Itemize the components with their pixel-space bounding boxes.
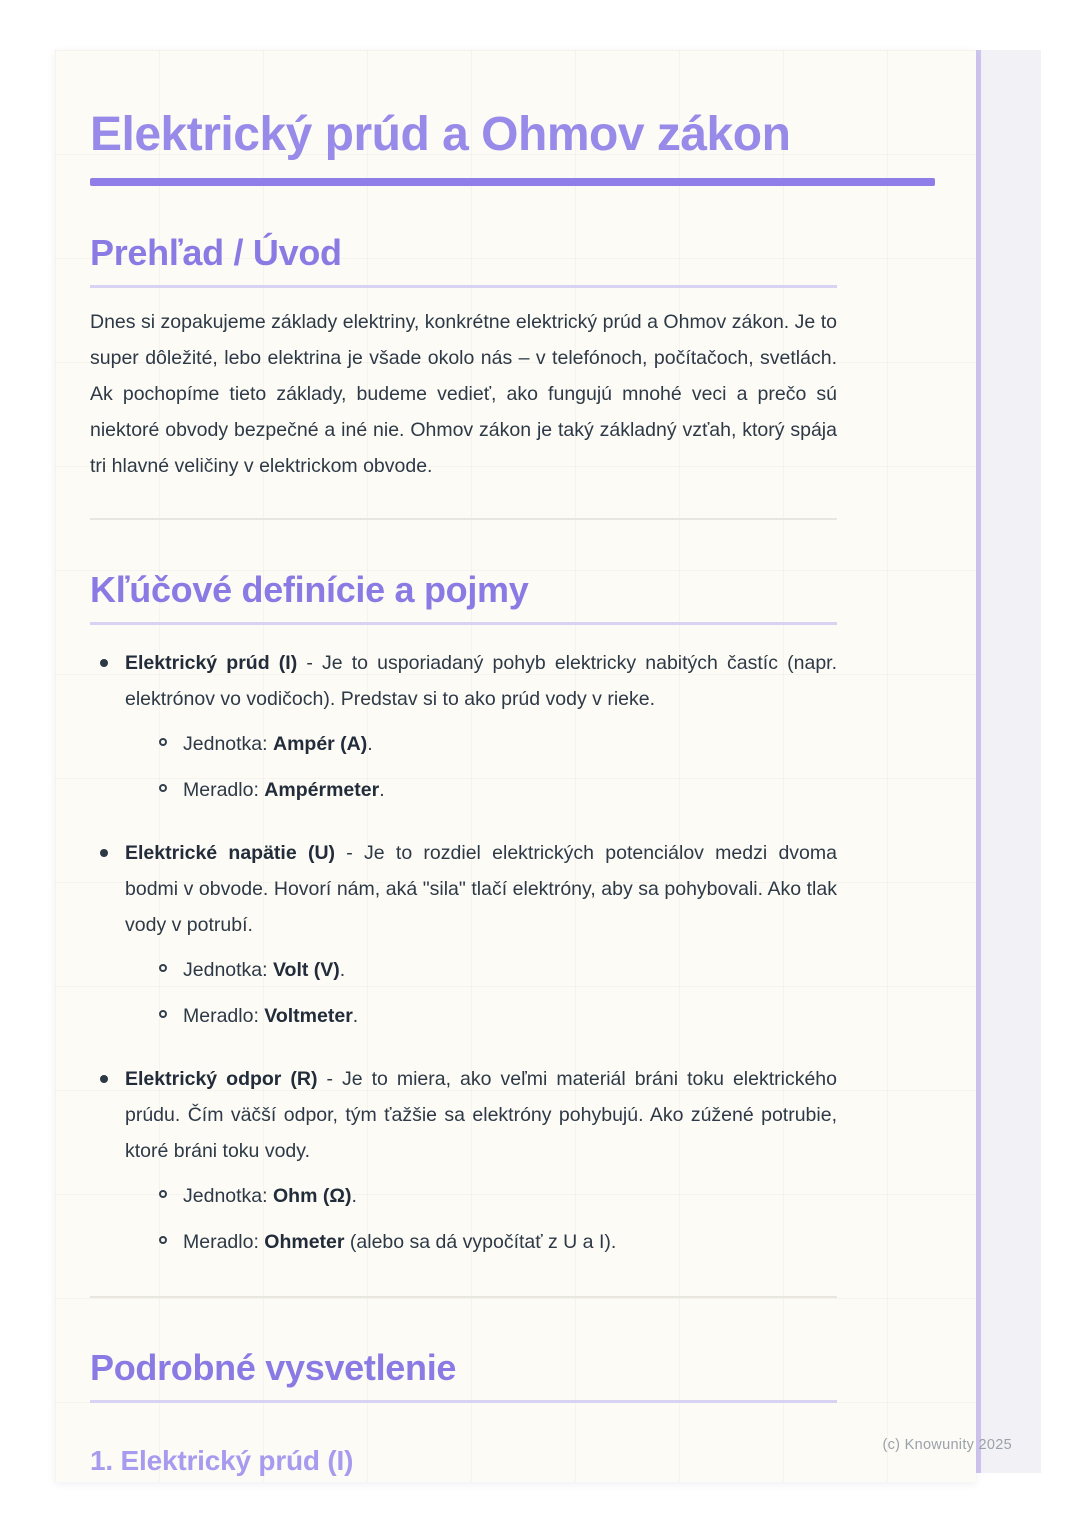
heading-rule-overview	[90, 285, 837, 288]
definition-sublist	[125, 1178, 837, 1260]
sub-value: Ohm (Ω)	[272, 1185, 352, 1207]
definitions-list	[90, 645, 837, 1260]
list-item-voltage	[90, 835, 837, 1034]
sub-value: Ohmeter	[264, 1231, 345, 1253]
definition-description: Je to usporiadaný pohyb elektricky nabitých častíc (napr. elektrónov vo vodičoch). Predstav si to ako prúd vody v rieke.	[125, 652, 837, 710]
list-item-resistance	[90, 1061, 837, 1260]
section-heading-overview: Prehľad / Úvod	[90, 232, 342, 273]
document-content	[90, 100, 837, 1477]
bullet-icon	[100, 849, 108, 857]
definition-description: Je to miera, ako veľmi materiál bráni toku elektrického prúdu. Čím väčší odpor, tým ťažšie sa elektróny pohybujú. Ako zúžené potrubie, ktoré bráni toku vody.	[125, 1068, 837, 1162]
sub-suffix: .	[352, 1005, 359, 1027]
section-heading-details: Podrobné vysvetlenie	[90, 1347, 457, 1388]
copyright-note: (c) Knowunity 2025	[882, 1437, 1012, 1453]
sub-value: Ampérmeter	[264, 779, 380, 801]
paper-card	[55, 50, 976, 1482]
page-title: Elektrický prúd a Ohmov zákon	[90, 108, 791, 161]
overview-paragraph: Dnes si zopakujeme základy elektriny, konkrétne elektrický prúd a Ohmov zákon. Je to super dôležité, lebo elektrina je všade okolo nás – v telefónoch, počítačoch, svetlách. Ak pochopíme tieto základy, budeme vedieť, ako fungujú mnohé veci a prečo sú niektoré obvody bezpečné a iné nie. Ohmov zákon je taký základný vzťah, ktorý spája tri hlavné veličiny v elektrickom obvode.	[90, 311, 837, 477]
definition-separator: -	[335, 842, 365, 864]
sub-value: Voltmeter	[264, 1005, 353, 1027]
circle-bullet-icon	[159, 1190, 167, 1198]
sub-item-unit	[159, 952, 837, 988]
definition-sublist	[125, 726, 837, 808]
sub-item-unit	[159, 1178, 837, 1214]
heading-rule-definitions	[90, 622, 837, 625]
circle-bullet-icon	[159, 738, 167, 746]
sub-label: Meradlo:	[183, 779, 265, 801]
sub-suffix: .	[367, 733, 373, 755]
sub-item-meter	[159, 1224, 837, 1260]
bullet-icon	[100, 659, 108, 667]
bullet-icon	[100, 1075, 108, 1083]
sub-item-meter	[159, 998, 837, 1034]
page-edge-band	[981, 50, 1041, 1473]
list-item-current	[90, 645, 837, 808]
sub-label: Meradlo:	[183, 1231, 265, 1253]
definition-term: Elektrické napätie (U)	[125, 842, 336, 864]
definition-description: Je to rozdiel elektrických potenciálov medzi dvoma bodmi v obvode. Hovorí nám, aká "sila" tlačí elektróny, aby sa pohybovali. Ako tlak vody v potrubí.	[125, 842, 837, 936]
section-heading-definitions: Kľúčové definície a pojmy	[90, 569, 529, 610]
subsection-heading-current: 1. Elektrický prúd (I)	[90, 1445, 354, 1476]
sub-label: Meradlo:	[183, 1005, 265, 1027]
sub-value: Volt (V)	[272, 959, 340, 981]
definition-sublist	[125, 952, 837, 1034]
circle-bullet-icon	[159, 1236, 167, 1244]
definition-separator: -	[297, 652, 322, 674]
sub-label: Jednotka:	[183, 1185, 273, 1207]
circle-bullet-icon	[159, 964, 167, 972]
page-edge-accent-line	[976, 50, 981, 1473]
definition-separator: -	[317, 1068, 342, 1090]
sub-label: Jednotka:	[183, 733, 273, 755]
sub-suffix: (alebo sa dá vypočítať z U a I).	[344, 1231, 617, 1253]
sub-value: Ampér (A)	[272, 733, 368, 755]
title-rule	[90, 178, 935, 186]
sub-suffix: .	[379, 779, 385, 801]
section-divider	[90, 1296, 837, 1298]
circle-bullet-icon	[159, 784, 167, 792]
sub-label: Jednotka:	[183, 959, 273, 981]
definition-term: Elektrický odpor (R)	[125, 1068, 318, 1090]
sub-suffix: .	[351, 1185, 357, 1207]
circle-bullet-icon	[159, 1010, 167, 1018]
heading-rule-details	[90, 1400, 837, 1403]
sub-item-meter	[159, 772, 837, 808]
section-divider	[90, 518, 837, 520]
definition-term: Elektrický prúd (I)	[125, 652, 298, 674]
sub-item-unit	[159, 726, 837, 762]
sub-suffix: .	[339, 959, 346, 981]
